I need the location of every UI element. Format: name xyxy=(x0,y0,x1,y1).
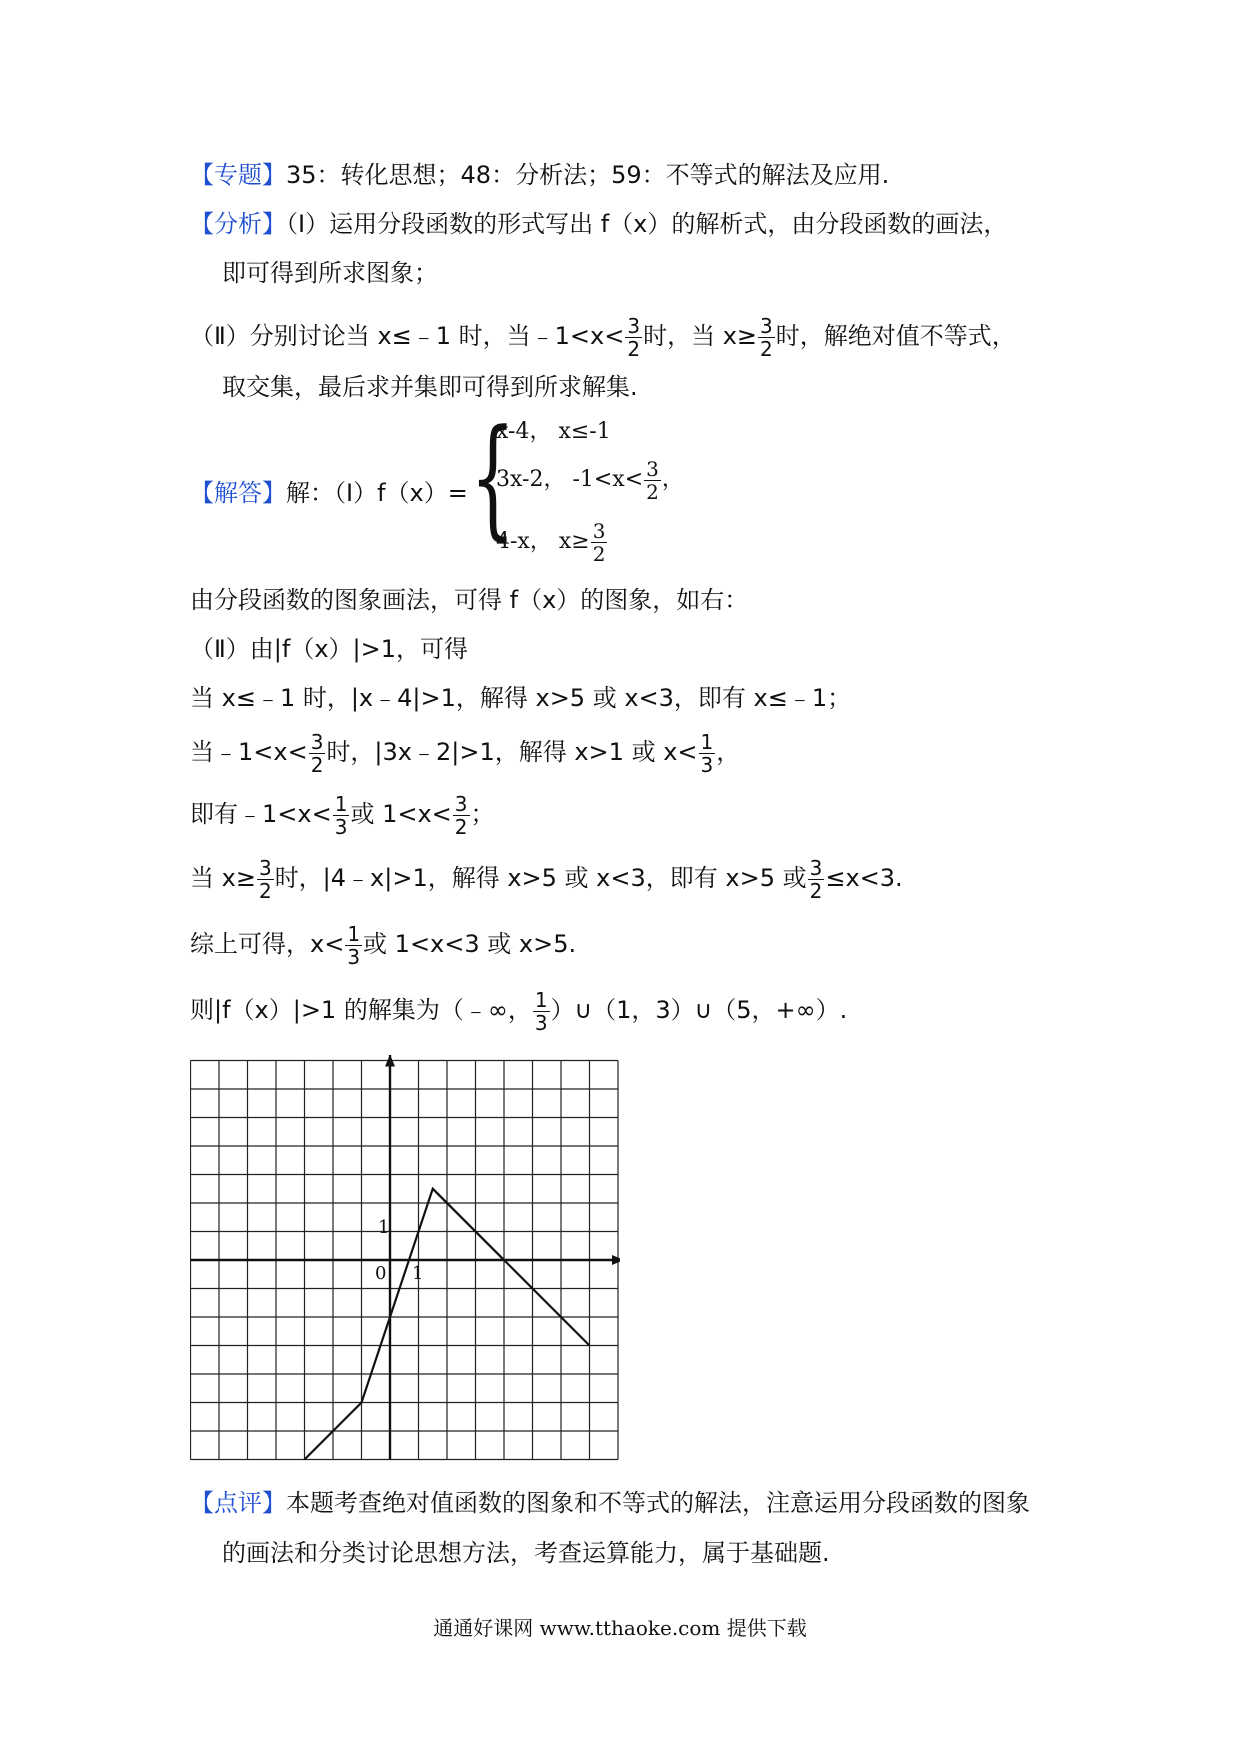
summary-line-2 xyxy=(190,980,847,1040)
part2-line xyxy=(190,632,468,666)
fraction-num: 3 xyxy=(809,855,823,880)
answer-intro-line xyxy=(190,476,468,510)
case4-line xyxy=(190,848,903,908)
fraction-num: 1 xyxy=(347,921,361,946)
solution-set-text-b: ）∪（1，3）∪（5，+∞）. xyxy=(550,996,848,1024)
case4-text-a: 当 x≥ xyxy=(190,864,256,892)
answer-intro: 解：（Ⅰ）f（x）= xyxy=(286,479,468,507)
axes xyxy=(191,1055,621,1460)
graph-note: 由分段函数的图象画法，可得 f（x）的图象，如右： xyxy=(190,586,749,614)
comment-text-2: 的画法和分类讨论思想方法，考查运算能力，属于基础题. xyxy=(222,1539,830,1567)
fraction-three-halves xyxy=(625,315,642,360)
comment-line-1 xyxy=(190,1486,1030,1520)
fraction-num: 3 xyxy=(646,456,659,481)
analysis-line-3 xyxy=(190,306,1016,366)
fraction-num: 3 xyxy=(592,518,606,543)
topic-line xyxy=(190,158,889,192)
fraction-den: 3 xyxy=(700,752,714,777)
topic-text: 35：转化思想；48：分析法；59：不等式的解法及应用. xyxy=(286,161,890,189)
piece-2 xyxy=(496,452,684,508)
fraction-den: 3 xyxy=(334,814,348,839)
fraction-den: 2 xyxy=(760,336,773,361)
fraction-den: 2 xyxy=(310,752,324,777)
comment-tag: 【点评】 xyxy=(190,1489,286,1517)
summary-line-1 xyxy=(190,914,576,974)
case4-text-c: ≤x<3. xyxy=(825,864,903,892)
case1-line xyxy=(190,681,851,715)
analysis-text-3c: 时，解绝对值不等式， xyxy=(775,322,1016,350)
fraction-num: 3 xyxy=(454,791,468,816)
solution-set-text-a: 则|f（x）|>1 的解集为（﹣∞， xyxy=(190,996,532,1024)
x-tick-label-one: 1 xyxy=(412,1263,424,1284)
fraction-three-halves xyxy=(309,731,326,776)
case2-line xyxy=(190,722,740,782)
graph-note-line xyxy=(190,583,748,617)
fraction-den: 2 xyxy=(258,878,272,903)
fraction-num: 1 xyxy=(334,791,348,816)
analysis-text-1: （Ⅰ）运用分段函数的形式写出 f（x）的解析式，由分段函数的画法， xyxy=(286,210,1008,238)
footer: 通通好课网 www.tthaoke.com 提供下载 xyxy=(433,1616,807,1640)
fraction-three-halves xyxy=(644,458,661,503)
fraction-den: 3 xyxy=(534,1010,548,1035)
fraction-three-halves xyxy=(808,857,825,902)
analysis-line-1 xyxy=(190,207,1007,241)
fraction-three-halves xyxy=(758,315,775,360)
piece-1 xyxy=(496,414,611,445)
function-graph xyxy=(190,1055,620,1465)
fraction-one-third xyxy=(533,989,550,1034)
answer-tag: 【解答】 xyxy=(190,479,286,507)
fraction-den: 2 xyxy=(646,479,659,504)
fraction-num: 3 xyxy=(760,313,773,338)
fraction-num: 1 xyxy=(534,987,548,1012)
analysis-line-2 xyxy=(222,256,438,290)
piece-2-comma: ， xyxy=(661,467,684,492)
piece-3 xyxy=(496,514,608,570)
fraction-three-halves xyxy=(453,793,470,838)
analysis-tag: 【分析】 xyxy=(190,210,286,238)
analysis-text-4: 取交集，最后求并集即可得到所求解集. xyxy=(222,373,638,401)
fraction-den: 2 xyxy=(592,541,606,566)
case2-text-a: 当﹣1<x< xyxy=(190,738,308,766)
summary-text-b: 或 1<x<3 或 x>5. xyxy=(363,930,577,958)
piece-3-text: 4-x， x≥ xyxy=(496,529,590,554)
y-tick-label-one: 1 xyxy=(378,1217,390,1238)
case3-text-a: 即有﹣1<x< xyxy=(190,800,332,828)
fraction-num: 3 xyxy=(310,729,324,754)
comment-line-2 xyxy=(222,1536,830,1570)
case2-text-c: ， xyxy=(716,738,741,766)
fraction-num: 3 xyxy=(627,313,641,338)
topic-tag: 【专题】 xyxy=(190,161,286,189)
fraction-den: 2 xyxy=(809,878,823,903)
fraction-num: 3 xyxy=(258,855,272,880)
piece-1-text: x-4， x≤-1 xyxy=(496,419,611,444)
analysis-line-4 xyxy=(222,370,638,404)
case3-text-c: ； xyxy=(470,800,495,828)
function-curve-extension xyxy=(433,1189,590,1346)
fraction-den: 3 xyxy=(347,944,361,969)
fraction-one-third xyxy=(333,793,350,838)
comment-text-1: 本题考查绝对值函数的图象和不等式的解法，注意运用分段函数的图象 xyxy=(286,1489,1030,1517)
case2-text-b: 时，|3x﹣2|>1，解得 x>1 或 x< xyxy=(326,738,698,766)
piecewise-brace: { xyxy=(470,401,516,553)
fraction-num: 1 xyxy=(700,729,714,754)
fraction-three-halves xyxy=(591,520,608,565)
case3-text-b: 或 1<x< xyxy=(350,800,452,828)
piece-2-text: 3x-2， -1<x< xyxy=(496,467,644,492)
case3-line xyxy=(190,784,495,844)
analysis-text-3b: 时，当 x≥ xyxy=(643,322,758,350)
case1-text: 当 x≤﹣1 时，|x﹣4|>1，解得 x>5 或 x<3，即有 x≤﹣1； xyxy=(190,684,852,712)
case4-text-b: 时，|4﹣x|>1，解得 x>5 或 x<3，即有 x>5 或 xyxy=(274,864,807,892)
origin-label: 0 xyxy=(375,1263,387,1284)
fraction-den: 2 xyxy=(627,336,641,361)
fraction-one-third xyxy=(345,923,362,968)
fraction-one-third xyxy=(699,731,716,776)
part2-text: （Ⅱ）由|f（x）|>1，可得 xyxy=(190,635,469,663)
fraction-three-halves xyxy=(257,857,274,902)
analysis-text-3a: （Ⅱ）分别讨论当 x≤﹣1 时，当﹣1<x< xyxy=(190,322,625,350)
x-axis-arrow xyxy=(612,1255,620,1265)
fraction-den: 2 xyxy=(454,814,468,839)
summary-text-a: 综上可得，x< xyxy=(190,930,345,958)
analysis-text-2: 即可得到所求图象； xyxy=(222,259,438,287)
